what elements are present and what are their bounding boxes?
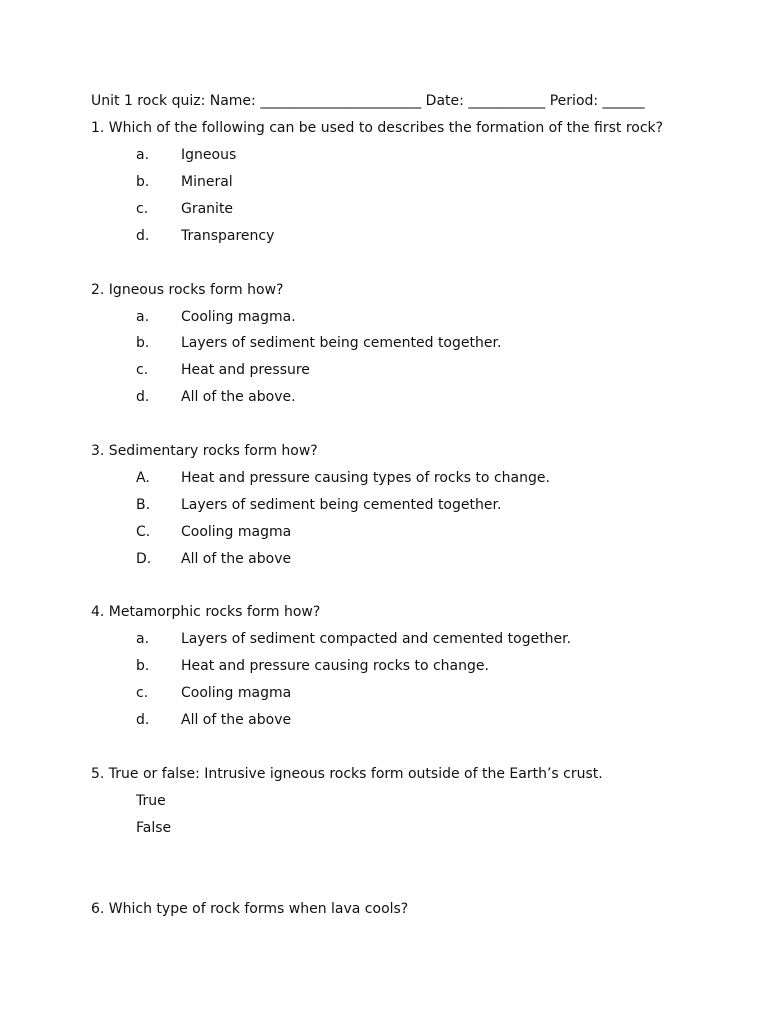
question-1-option-c-letter: c.	[136, 201, 149, 217]
question-4-option-c: Cooling magma	[181, 685, 292, 701]
question-2-option-a: Cooling magma.	[181, 309, 296, 325]
question-4-option-c-letter: c.	[136, 685, 149, 701]
question-4-option-a-letter: a.	[136, 631, 150, 647]
question-3-option-a: Heat and pressure causing types of rocks to change.	[181, 470, 550, 486]
question-3-option-d-letter: D.	[136, 551, 152, 567]
question-2-option-c-letter: c.	[136, 362, 149, 378]
question-2-option-a-letter: a.	[136, 309, 150, 325]
question-2-option-d: All of the above.	[181, 389, 296, 405]
question-5-text: 5. True or false: Intrusive igneous rocks form outside of the Earth’s crust.	[91, 766, 603, 782]
question-2-option-c: Heat and pressure	[181, 362, 310, 378]
question-1-option-a-letter: a.	[136, 147, 150, 163]
question-3-option-c-letter: C.	[136, 524, 151, 540]
question-4-text: 4. Metamorphic rocks form how?	[91, 604, 321, 620]
question-2-option-d-letter: d.	[136, 389, 150, 405]
question-4-option-b: Heat and pressure causing rocks to change.	[181, 658, 489, 674]
question-2-option-b: Layers of sediment being cemented together.	[181, 335, 502, 351]
question-3-option-b: Layers of sediment being cemented together.	[181, 497, 502, 513]
question-4-option-b-letter: b.	[136, 658, 150, 674]
question-3-text: 3. Sedimentary rocks form how?	[91, 443, 318, 459]
question-1-option-a: Igneous	[181, 147, 237, 163]
question-1-text: 1. Which of the following can be used to describes the formation of the first rock?	[91, 120, 664, 136]
question-3-option-c: Cooling magma	[181, 524, 292, 540]
question-2-text: 2. Igneous rocks form how?	[91, 282, 284, 298]
question-2-option-b-letter: b.	[136, 335, 150, 351]
question-3-option-a-letter: A.	[136, 470, 150, 486]
question-4-option-d: All of the above	[181, 712, 292, 728]
question-1-option-b: Mineral	[181, 174, 233, 190]
question-5-option-false: False	[136, 820, 172, 836]
question-4-option-d-letter: d.	[136, 712, 150, 728]
question-1-option-b-letter: b.	[136, 174, 150, 190]
question-4-option-a: Layers of sediment compacted and cemented together.	[181, 631, 572, 647]
question-1-option-d: Transparency	[181, 228, 275, 244]
question-1-option-d-letter: d.	[136, 228, 150, 244]
question-1-option-c: Granite	[181, 201, 234, 217]
question-3-option-b-letter: B.	[136, 497, 151, 513]
question-3-option-d: All of the above	[181, 551, 292, 567]
quiz-header: Unit 1 rock quiz: Name: _______________________ Date: ___________ Period: ______	[91, 93, 645, 109]
question-6-text: 6. Which type of rock forms when lava cools?	[91, 901, 409, 917]
question-5-option-true: True	[136, 793, 166, 809]
